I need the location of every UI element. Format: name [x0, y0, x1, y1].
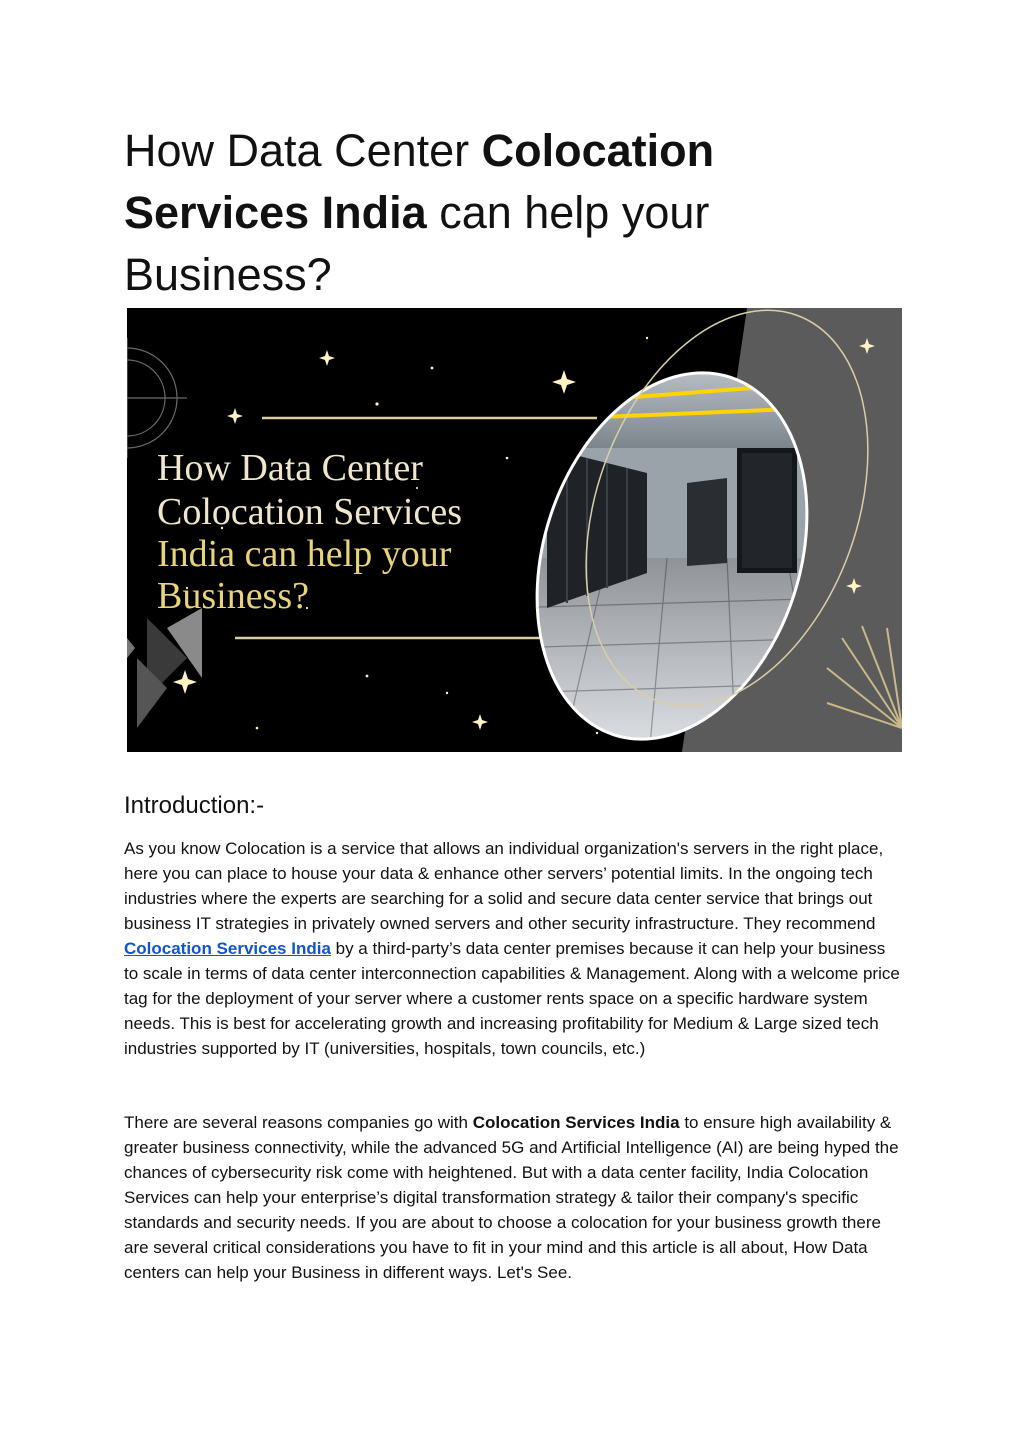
- section-heading-introduction: Introduction:-: [124, 792, 265, 819]
- overlay-line: Colocation Services: [157, 491, 462, 533]
- title-part-regular-end: can help your Business?: [124, 187, 710, 300]
- paragraph-text: to ensure high availability & greater business connectivity, while the advanced 5G and Artificial Intelligence (AI) are being hyped the chances of cybersecurity risk come with heightened. But with a data center facility, India Colocation Services can help your enterprise’s digital transformation strategy & tailor their company's specific standards and security needs. If you are about to choose a colocation for your business growth there are several critical considerations you have to fit in your mind and this article is all about, How Data centers can help your Business in different ways. Let's See.: [124, 1113, 899, 1282]
- intro-paragraph: [124, 836, 904, 1061]
- paragraph-text: by a third-party’s data center premises because it can help your business to scale in terms of data center interconnection capabilities & Management. Along with a welcome price tag for the deployment of your server where a customer rents space on a specific hardware system needs. This is best for accelerating growth and increasing profitability for Medium & Large sized tech industries supported by IT (universities, hospitals, town councils, etc.): [124, 939, 900, 1058]
- bold-keyword: Colocation Services India: [472, 1113, 680, 1132]
- overlay-line: Business?: [157, 575, 309, 617]
- colocation-services-link[interactable]: Colocation Services India: [124, 939, 331, 958]
- title-part-bold: Colocation Services India: [124, 125, 715, 238]
- paragraph-text: As you know Colocation is a service that allows an individual organization's servers in the right place, here you can place to house your data & enhance other servers’ potential limits. In the ongoing tech industries where the experts are searching for a solid and secure data center service that brings out business IT strategies in privately owned servers and other security infrastructure. They recommend: [124, 839, 884, 933]
- overlay-line: How Data Center: [157, 447, 423, 489]
- paragraph-text: There are several reasons companies go with: [124, 1113, 473, 1132]
- page-title: [124, 120, 764, 306]
- hero-image: [127, 308, 902, 752]
- overlay-line: India can help your: [157, 533, 452, 575]
- reasons-paragraph: [124, 1110, 904, 1285]
- hero-illustration: [127, 308, 902, 752]
- title-part-regular: How Data Center: [124, 125, 482, 176]
